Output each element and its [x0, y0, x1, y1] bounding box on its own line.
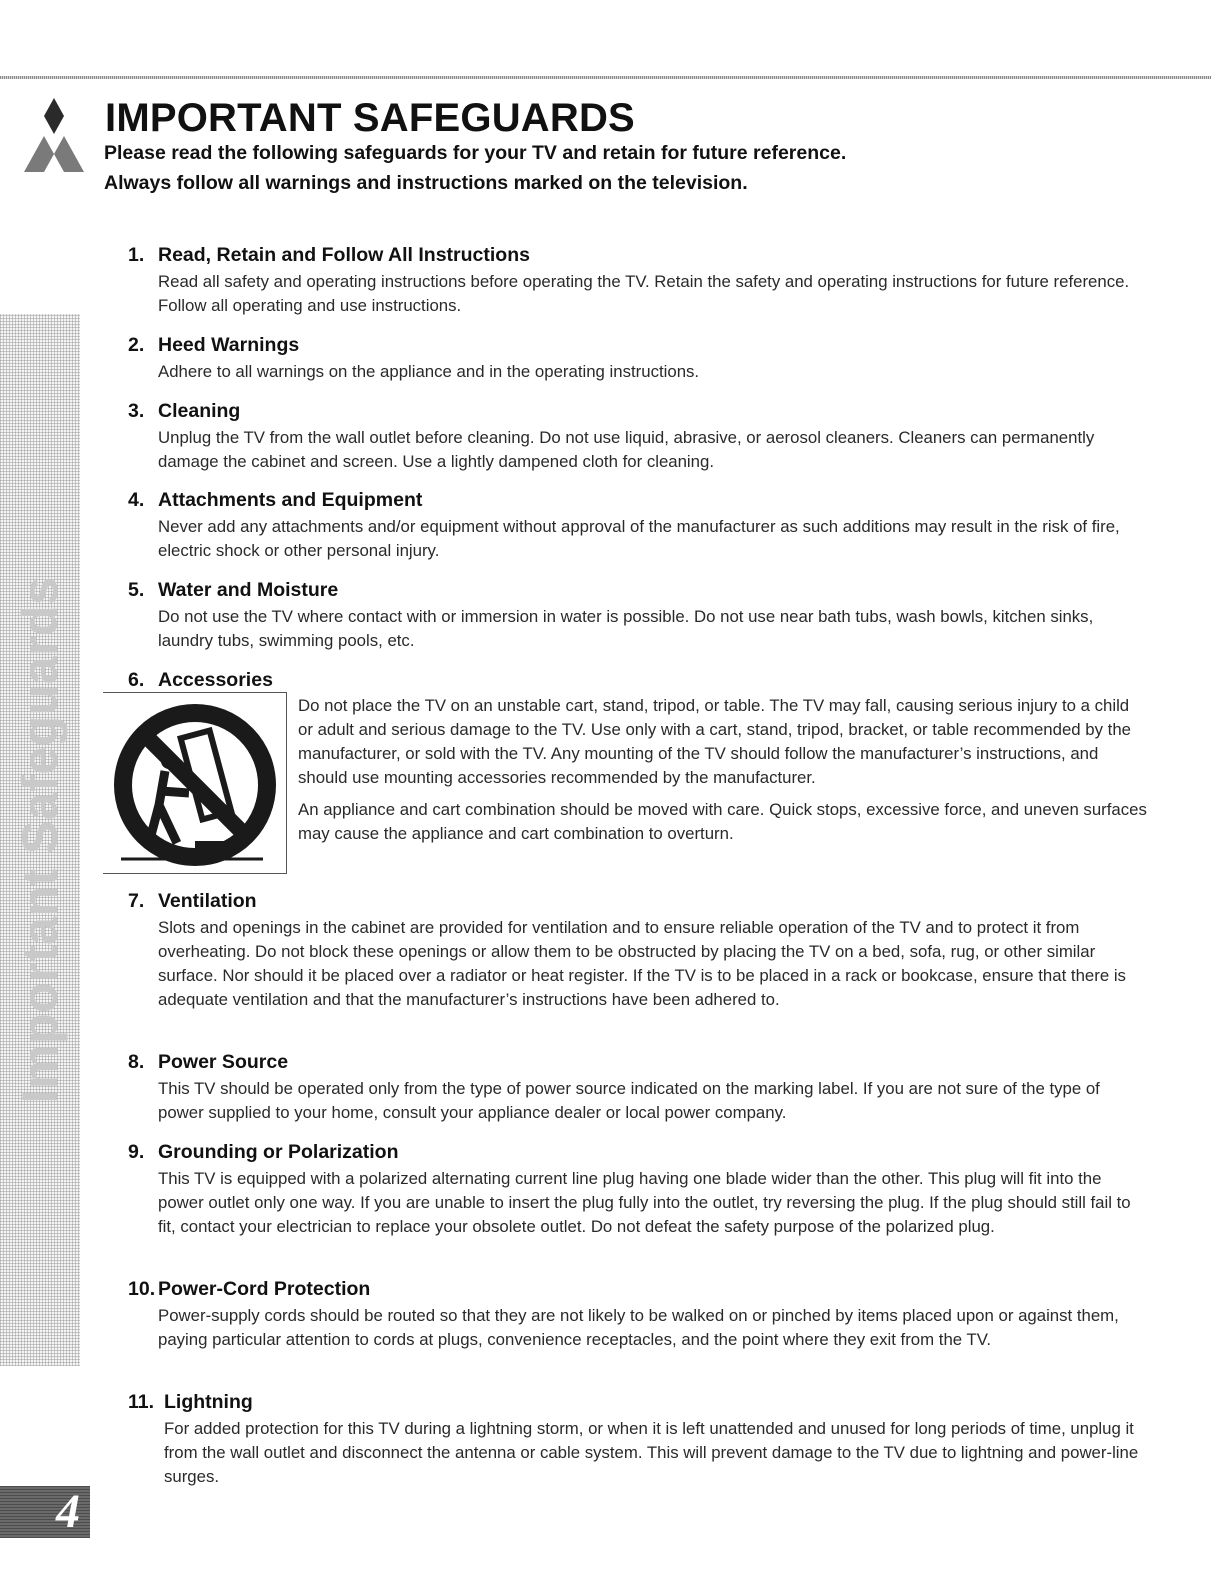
safeguard-text: Do not place the TV on an unstable cart, stand, tripod, or table. The TV may fall, causing serious injury to a child or adult and serious damage to the TV. Use only with a cart, stand, tripod, bracket, or table recommended by the manufacturer, or sold with the TV. Any mounting of the TV should follow the manufacturer’s instructions, and should use mounting accessories recommended by the manufacturer.: [298, 696, 1131, 787]
top-rule: [0, 76, 1211, 79]
safeguard-text: Do not use the TV where contact with or immersion in water is possible. Do not use near bath tubs, wash bowls, kitchen sinks, laundry tubs, swimming pools, etc.: [158, 607, 1094, 650]
safeguard-text: Unplug the TV from the wall outlet before cleaning. Do not use liquid, abrasive, or aerosol cleaners. Cleaners can permanently damage the cabinet and screen. Use a lightly dampened cloth for cleaning.: [158, 428, 1095, 471]
safeguard-text: Power-supply cords should be routed so that they are not likely to be walked on or pinched by items placed upon or against them, paying particular attention to cords at plugs, convenience receptacles, and the point where they exit from the TV.: [158, 1306, 1119, 1349]
accessories-text: [298, 694, 1148, 846]
safeguard-text: For added protection for this TV during a lightning storm, or when it is left unattended and unused for long periods of time, unplug it from the wall outlet and disconnect the antenna or cable system. This will prevent damage to the TV due to lightning and power-line surges.: [164, 1419, 1139, 1486]
page-number: 4: [0, 1486, 90, 1538]
safeguard-item: [128, 1050, 1148, 1125]
page-title: IMPORTANT SAFEGUARDS: [105, 96, 635, 140]
safeguard-text: An appliance and cart combination should be moved with care. Quick stops, excessive force, and uneven surfaces may cause the appliance and cart combination to overturn.: [298, 800, 1147, 843]
page-subtitle-warning: Always follow all warnings and instructions marked on the television.: [104, 172, 748, 194]
safeguard-heading: 4. Attachments and Equipment: [128, 489, 423, 511]
safeguard-heading: 11. Lightning: [128, 1391, 253, 1413]
safeguard-heading: 10. Power-Cord Protection: [128, 1278, 371, 1300]
safeguard-item: [128, 333, 1148, 384]
safeguard-text: Never add any attachments and/or equipment without approval of the manufacturer as such additions may result in the risk of fire, electric shock or other personal injury.: [158, 517, 1120, 560]
safeguard-item: [128, 889, 1148, 1012]
section-side-tab-label: Important Safeguards: [12, 576, 68, 1104]
safeguard-heading: 1. Read, Retain and Follow All Instructions: [128, 244, 530, 266]
brand-logo-icon: [6, 92, 102, 188]
safeguard-heading: 9. Grounding or Polarization: [128, 1141, 399, 1163]
safeguard-heading: 3. Cleaning: [128, 400, 241, 422]
safeguard-text: This TV should be operated only from the type of power source indicated on the marking label. If you are not sure of the type of power supplied to your home, consult your appliance dealer or local power company.: [158, 1079, 1100, 1122]
safeguard-item: [128, 1140, 1148, 1239]
safeguard-item: [128, 399, 1148, 474]
page-subtitle: Please read the following safeguards for your TV and retain for future reference.: [104, 142, 847, 164]
safeguard-item: [128, 668, 1148, 695]
safeguard-text: Read all safety and operating instructions before operating the TV. Retain the safety and operating instructions for future reference. Follow all operating and use instructions.: [158, 272, 1130, 315]
cart-warning-illustration: [103, 692, 287, 874]
safeguard-text: Adhere to all warnings on the appliance and in the operating instructions.: [158, 362, 700, 381]
no-unstable-cart-icon: [103, 693, 287, 875]
safeguard-heading: 7. Ventilation: [128, 890, 257, 912]
safeguard-item: [128, 243, 1148, 318]
safeguard-item: [128, 578, 1148, 653]
safeguard-item: [128, 1277, 1148, 1352]
safeguard-item: [128, 488, 1148, 563]
safeguard-heading: 5. Water and Moisture: [128, 579, 339, 601]
safeguard-heading: 2. Heed Warnings: [128, 334, 300, 356]
safeguard-text: Slots and openings in the cabinet are provided for ventilation and to ensure reliable operation of the TV and to protect it from overheating. Do not block these openings or allow them to be obstructed by placing the TV on a bed, sofa, rug, or other similar surface. Nor should it be placed over a radiator or heat register. If the TV is to be placed in a rack or bookcase, ensure that there is adequate ventilation and that the manufacturer’s instructions have been adhered to.: [158, 918, 1126, 1009]
safeguard-item: [128, 1390, 1148, 1489]
safeguard-heading: 6. Accessories: [128, 669, 273, 691]
safeguard-text: This TV is equipped with a polarized alternating current line plug having one blade wider than the other. This plug will fit into the power outlet only one way. If you are unable to insert the plug fully into the outlet, try reversing the plug. If the plug should still fail to fit, contact your electrician to replace your obsolete outlet. Do not defeat the safety purpose of the polarized plug.: [158, 1169, 1131, 1236]
safeguard-heading: 8. Power Source: [128, 1051, 289, 1073]
